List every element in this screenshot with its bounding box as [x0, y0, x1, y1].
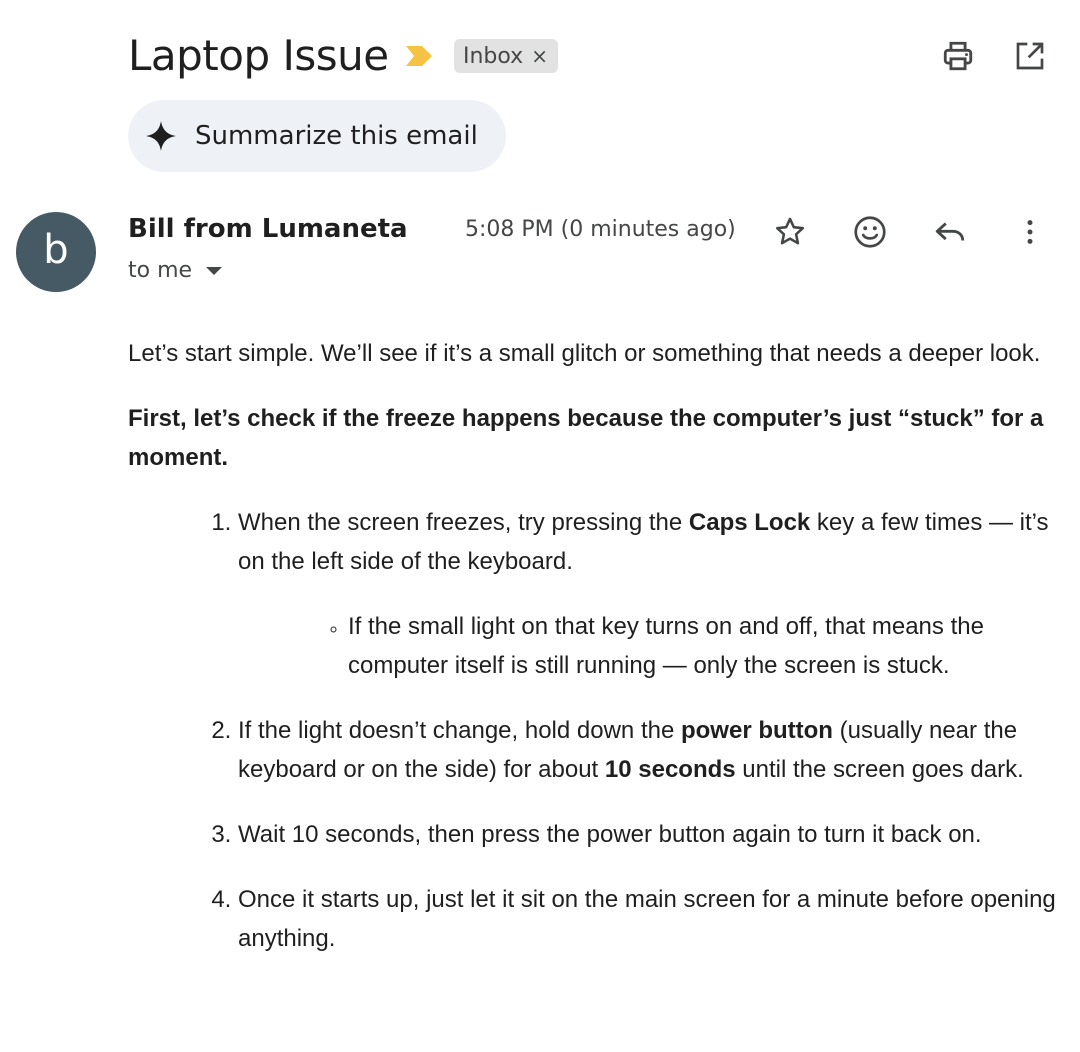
sparkle-icon — [145, 120, 177, 152]
reply-button[interactable] — [928, 210, 972, 254]
list-item: ◦ If the small light on that key turns on and off, that means the computer itself is still running — only the screen is stuck. — [348, 607, 1058, 685]
more-vert-icon — [1015, 217, 1045, 247]
intro-paragraph: Let’s start simple. We’ll see if it’s a small glitch or something that needs a deeper look. — [128, 340, 1041, 367]
inbox-label-chip[interactable] — [454, 39, 558, 73]
email-timestamp: 5:08 PM (0 minutes ago) — [465, 217, 736, 242]
reply-icon — [933, 215, 967, 249]
email-body — [128, 334, 1058, 984]
bold-paragraph: First, let’s check if the freeze happens because the computer’s just “stuck” for a moment. — [128, 405, 1044, 471]
add-reaction-button[interactable] — [848, 210, 892, 254]
avatar-letter: b — [43, 227, 69, 273]
importance-marker-icon[interactable] — [404, 44, 434, 68]
summarize-label: Summarize this email — [195, 121, 478, 151]
star-icon — [773, 215, 807, 249]
print-button[interactable] — [936, 34, 980, 78]
sub-list — [238, 607, 1058, 685]
sender-name[interactable]: Bill from Lumaneta — [128, 214, 408, 244]
list-item: 2. If the light doesn’t change, hold down the power button (usually near the keyboard or on the side) for about 10 seconds until the screen goes dark. — [238, 711, 1058, 789]
remove-label-icon[interactable]: × — [531, 44, 548, 68]
emoji-react-icon — [852, 214, 888, 250]
recipient-text: to me — [128, 258, 193, 283]
email-subject: Laptop Issue — [128, 31, 389, 80]
open-in-new-window-icon — [1014, 40, 1046, 72]
list-item: 4. Once it starts up, just let it sit on the main screen for a minute before opening anything. — [238, 880, 1058, 958]
list-item: 3. Wait 10 seconds, then press the power button again to turn it back on. — [238, 815, 1058, 854]
open-in-new-window-button[interactable] — [1008, 34, 1052, 78]
summarize-email-button[interactable] — [128, 100, 506, 172]
star-button[interactable] — [768, 210, 812, 254]
more-options-button[interactable] — [1008, 210, 1052, 254]
print-icon — [941, 39, 975, 73]
chevron-down-icon — [206, 267, 222, 275]
steps-list — [128, 503, 1058, 958]
recipient-details-toggle[interactable] — [128, 258, 222, 283]
list-item: 1. When the screen freezes, try pressing the Caps Lock key a few times — it’s on the left side of the keyboard. ◦ If the small light on that key turns on and off, that means the computer itself is still running — only the screen is stuck. — [238, 503, 1058, 685]
sender-avatar[interactable] — [16, 212, 96, 292]
inbox-label-text: Inbox — [463, 43, 524, 69]
